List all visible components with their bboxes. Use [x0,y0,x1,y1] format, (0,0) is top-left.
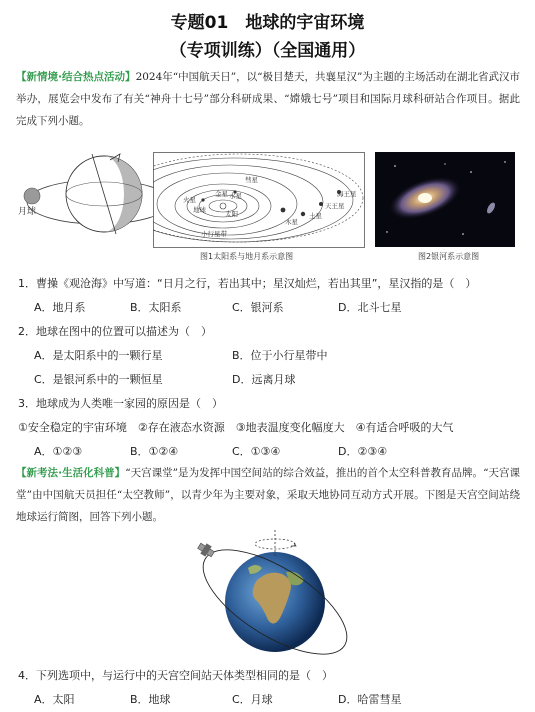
q2-option-b[interactable]: B．位于小行星带中 [232,349,328,362]
q4-option-c[interactable]: C．月球 [232,693,273,706]
intro-text-2: “天宫课堂”是为发挥中国空间站的综合效益，推出的首个太空科普教育品牌。“天宫课堂”由中国航天员担任“太空教师”，以青少年为主要对象，采取天地协同互动方式开展。下图是天宫空间站绕地球运行简图，回答下列小题。 [16,467,520,523]
figure1-caption: 图1太阳系与地月系示意图 [200,252,294,261]
q4-option-d[interactable]: D．哈雷彗星 [338,693,402,706]
galaxy-photo [375,152,515,247]
page-subtitle: （专项训练）（全国通用） [169,41,366,61]
planet-label-sun: 太阳 [225,210,238,218]
question-2-stem: 2．地球在图中的位置可以描述为（ ） [18,325,212,338]
planet-label-earth: 地球 [193,206,206,214]
q3-option-b[interactable]: B．①②④ [130,445,179,458]
asteroid-belt-label: 小行星带 [201,230,227,238]
q2-option-a[interactable]: A．是太阳系中的一颗行星 [34,349,163,362]
intro-paragraph-2 [16,462,520,528]
q1-option-a[interactable]: A．地月系 [34,301,86,314]
question-1-stem: 1．曹操《观沧海》中写道：“日月之行，若出其中；星汉灿烂，若出其里”，星汉指的是（ ） [18,277,477,290]
q3-option-d[interactable]: D．②③④ [338,445,388,458]
question-4-stem: 4．下列选项中，与运行中的天宫空间站天体类型相同的是（ ） [18,669,333,682]
planet-label-jupiter: 木星 [285,218,298,226]
moon-label: 月球 [18,207,37,217]
planet-label-uranus: 天王星 [325,202,345,210]
comet-label: 彗星 [245,176,258,184]
question-3-reasons: ①安全稳定的宇宙环境 ②存在液态水资源 ③地表温度变化幅度大 ④有适合呼吸的大气 [18,421,454,434]
q4-option-b[interactable]: B．地球 [130,693,171,706]
q1-option-b[interactable]: B．太阳系 [130,301,182,314]
intro-paragraph-1 [16,66,520,132]
q4-option-a[interactable]: A．太阳 [34,693,75,706]
earth-moon-illustration [14,150,154,250]
planet-label-venus: 金星 [215,190,228,198]
page-title: 专题01 地球的宇宙环境 [170,13,365,33]
intro-text-1: 2024年“中国航天日”，以“极目楚天，共襄星汉”为主题的主场活动在湖北省武汉市举办，展览会中发布了有关“神舟十七号”部分科研成果、“嫦娥七号”项目和国际月球科研站合作项目。据此完成下列小题。 [16,71,520,127]
q3-option-c[interactable]: C．①③④ [232,445,281,458]
space-station-orbit-figure [190,528,365,658]
planet-label-mars: 火星 [183,196,196,204]
solar-system-diagram [153,152,365,248]
planet-label-neptune: 海王星 [337,190,357,198]
q1-option-d[interactable]: D．北斗七星 [338,301,402,314]
intro-tag-2: 【新考法·生活化科普】 [16,467,126,479]
question-3-stem: 3．地球成为人类唯一家园的原因是（ ） [18,397,223,410]
planet-label-mercury: 水星 [229,192,242,200]
intro-tag-1: 【新情境·结合热点活动】 [16,71,136,83]
q3-option-a[interactable]: A．①②③ [34,445,83,458]
planet-label-saturn: 土星 [309,212,322,220]
q1-option-c[interactable]: C．银河系 [232,301,284,314]
q2-option-d[interactable]: D．远离月球 [232,373,296,386]
q2-option-c[interactable]: C．是银河系中的一颗恒星 [34,373,163,386]
figure2-caption: 图2银河系示意图 [418,252,480,261]
